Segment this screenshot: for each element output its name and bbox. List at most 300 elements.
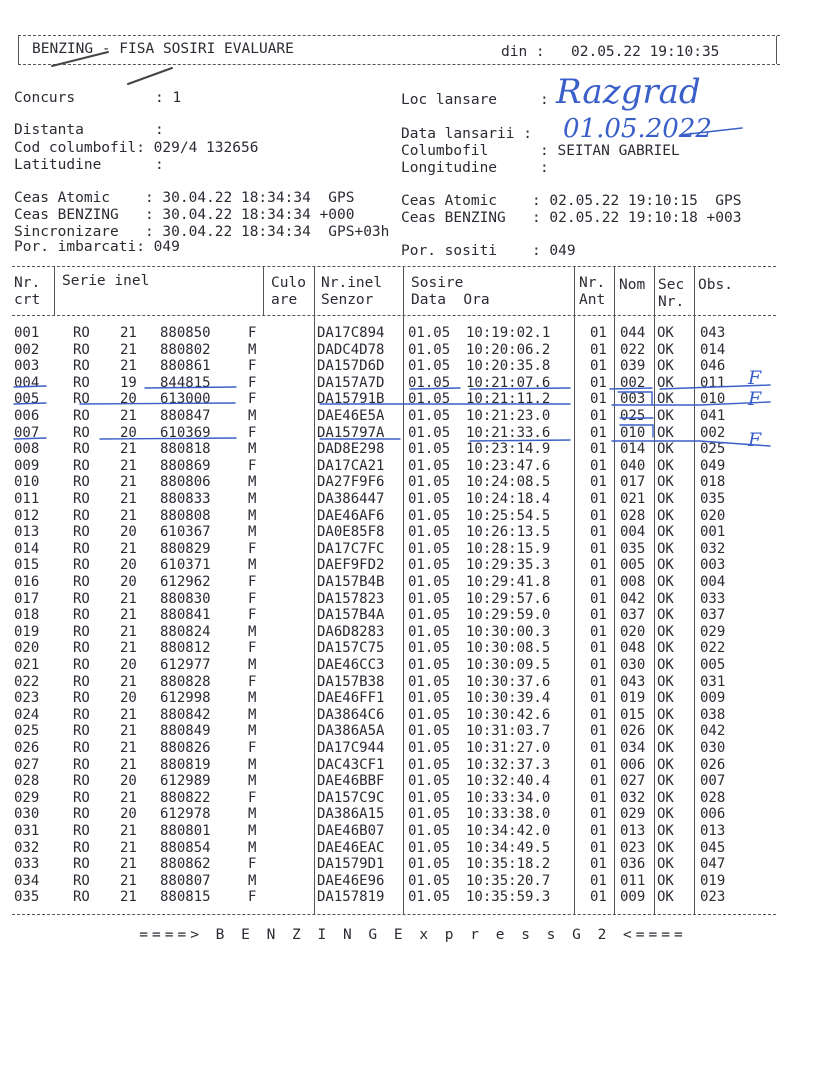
- table-row: [0, 591, 826, 608]
- cell-sex: F: [248, 789, 257, 806]
- cell-obs: 031: [700, 673, 726, 690]
- cell-time: 10:33:34.0: [466, 789, 551, 806]
- cell-sex: M: [248, 341, 257, 358]
- cell-nom: 020: [620, 623, 646, 640]
- cell-ring-number: 880847: [160, 408, 211, 424]
- latitudine-value: :: [155, 157, 164, 173]
- cell-nom: 037: [620, 607, 646, 624]
- cell-ring-number: 612977: [160, 657, 211, 673]
- cell-time: 10:32:37.3: [466, 756, 551, 773]
- cell-nom: 039: [620, 358, 646, 375]
- cell-nr-ant: 01: [590, 607, 607, 624]
- cell-obs: 023: [700, 889, 726, 906]
- cell-nom: 002: [620, 374, 646, 391]
- porumbei-imbarcati: Por. imbarcati: 049: [14, 239, 180, 255]
- cell-nom: 021: [620, 491, 646, 507]
- cell-sex: M: [248, 524, 257, 541]
- cell-nr-crt: 035: [14, 889, 40, 906]
- cell-year: 21: [120, 507, 137, 524]
- cell-year: 21: [120, 590, 137, 607]
- cell-nr-crt: 005: [14, 391, 40, 408]
- cell-year: 21: [120, 789, 137, 806]
- cell-sec: OK: [657, 723, 674, 740]
- cell-country: RO: [73, 889, 90, 906]
- cell-year: 21: [120, 856, 137, 873]
- cell-date: 01.05: [408, 839, 451, 856]
- cell-country: RO: [73, 358, 90, 375]
- cell-nr-ant: 01: [590, 690, 607, 707]
- cell-sex: M: [248, 657, 257, 673]
- cell-nr-ant: 01: [590, 408, 607, 424]
- cell-year: 21: [120, 408, 137, 424]
- col-header-text: Ant: [579, 292, 606, 308]
- cell-date: 01.05: [408, 889, 451, 906]
- cell-nr-crt: 025: [14, 723, 40, 740]
- cell-date: 01.05: [408, 408, 451, 424]
- latitudine-label: Latitudine: [14, 157, 102, 173]
- cell-country: RO: [73, 424, 90, 441]
- cell-sec: OK: [657, 789, 674, 806]
- cell-nr-crt: 019: [14, 623, 40, 640]
- table-row: [0, 873, 826, 890]
- cell-ring-number: 880850: [160, 325, 211, 341]
- cell-ring-number: 880806: [160, 474, 211, 491]
- data-lansarii-label: Data lansarii :: [401, 126, 532, 142]
- cell-country: RO: [73, 607, 90, 624]
- cell-year: 21: [120, 325, 137, 341]
- cell-sex: M: [248, 557, 257, 574]
- cell-sensor-ring: DA157B4A: [317, 607, 385, 624]
- cell-year: 21: [120, 889, 137, 906]
- table-row: [0, 358, 826, 375]
- cell-sec: OK: [657, 424, 674, 441]
- header-bottom-border: [18, 64, 780, 65]
- cell-sensor-ring: DA157C75: [317, 640, 385, 657]
- cell-sensor-ring: DA386447: [317, 491, 385, 507]
- cell-nr-crt: 021: [14, 657, 40, 673]
- cell-ring-number: 610367: [160, 524, 211, 541]
- cell-nr-ant: 01: [590, 391, 607, 408]
- col-header-text: are: [271, 292, 298, 308]
- cell-sensor-ring: DAE46BBF: [317, 773, 385, 790]
- table-row: [0, 790, 826, 807]
- cell-sec: OK: [657, 441, 674, 458]
- cell-sex: M: [248, 491, 257, 507]
- cell-year: 21: [120, 756, 137, 773]
- col-header-text: Sec: [658, 277, 685, 293]
- cell-sec: OK: [657, 325, 674, 341]
- cell-time: 10:21:11.2: [466, 391, 551, 408]
- cell-sex: M: [248, 706, 257, 723]
- table-row: [0, 574, 826, 591]
- cell-country: RO: [73, 391, 90, 408]
- cell-year: 21: [120, 358, 137, 375]
- table-row: [0, 441, 826, 458]
- cell-date: 01.05: [408, 806, 451, 823]
- cell-obs: 047: [700, 856, 726, 873]
- cell-obs: 041: [700, 408, 726, 424]
- cell-nr-crt: 032: [14, 839, 40, 856]
- cell-sex: M: [248, 839, 257, 856]
- cell-sex: M: [248, 690, 257, 707]
- cell-time: 10:35:59.3: [466, 889, 551, 906]
- cell-sec: OK: [657, 623, 674, 640]
- cell-nom: 025: [620, 408, 646, 424]
- cell-time: 10:23:47.6: [466, 457, 551, 474]
- cell-obs: 029: [700, 623, 726, 640]
- cell-year: 21: [120, 839, 137, 856]
- cell-sec: OK: [657, 756, 674, 773]
- cell-country: RO: [73, 673, 90, 690]
- longitudine-value: :: [540, 160, 549, 176]
- report-date-value: 02.05.22 19:10:35: [571, 44, 720, 60]
- cell-country: RO: [73, 474, 90, 491]
- cell-year: 21: [120, 441, 137, 458]
- cell-nr-crt: 002: [14, 341, 40, 358]
- cell-nr-ant: 01: [590, 374, 607, 391]
- table-row: [0, 707, 826, 724]
- cell-nom: 048: [620, 640, 646, 657]
- report-date-label: din :: [501, 44, 545, 60]
- cell-date: 01.05: [408, 690, 451, 707]
- cell-nr-crt: 028: [14, 773, 40, 790]
- cell-ring-number: 880807: [160, 872, 211, 889]
- cell-date: 01.05: [408, 623, 451, 640]
- cell-sex: F: [248, 640, 257, 657]
- cell-sec: OK: [657, 823, 674, 839]
- cell-sec: OK: [657, 474, 674, 491]
- cell-sec: OK: [657, 374, 674, 391]
- cell-ring-number: 880801: [160, 823, 211, 839]
- cell-obs: 011: [700, 374, 726, 391]
- cell-sex: M: [248, 507, 257, 524]
- cell-nom: 042: [620, 590, 646, 607]
- cell-date: 01.05: [408, 524, 451, 541]
- cell-nr-crt: 006: [14, 408, 40, 424]
- cell-year: 21: [120, 673, 137, 690]
- cell-ring-number: 880841: [160, 607, 211, 624]
- cell-sex: F: [248, 607, 257, 624]
- cell-ring-number: 880828: [160, 673, 211, 690]
- cell-ring-number: 612962: [160, 574, 211, 590]
- cell-nr-ant: 01: [590, 474, 607, 491]
- cell-time: 10:34:42.0: [466, 823, 551, 839]
- concurs-label: Concurs: [14, 90, 76, 106]
- col-header-text: Sosire: [411, 275, 464, 291]
- cell-year: 20: [120, 690, 137, 707]
- cell-nr-ant: 01: [590, 491, 607, 507]
- cell-year: 21: [120, 872, 137, 889]
- cell-date: 01.05: [408, 872, 451, 889]
- cell-country: RO: [73, 756, 90, 773]
- cell-sex: F: [248, 325, 257, 341]
- cell-nr-ant: 01: [590, 623, 607, 640]
- col-header-text: Data Ora: [411, 292, 490, 308]
- cell-sec: OK: [657, 408, 674, 424]
- cell-nom: 028: [620, 507, 646, 524]
- cell-sensor-ring: DA17C944: [317, 740, 385, 756]
- cell-nom: 027: [620, 773, 646, 790]
- cell-country: RO: [73, 457, 90, 474]
- cell-nr-crt: 012: [14, 507, 40, 524]
- cell-year: 20: [120, 391, 137, 408]
- cell-sex: M: [248, 474, 257, 491]
- cell-sec: OK: [657, 358, 674, 375]
- cell-nom: 011: [620, 872, 646, 889]
- cell-sensor-ring: DAE46E96: [317, 872, 385, 889]
- cell-ring-number: 880818: [160, 441, 211, 458]
- cell-sensor-ring: DA3864C6: [317, 706, 385, 723]
- table-row: [0, 557, 826, 574]
- cell-sex: M: [248, 823, 257, 839]
- cell-date: 01.05: [408, 507, 451, 524]
- cell-time: 10:24:08.5: [466, 474, 551, 491]
- cell-sensor-ring: DA27F9F6: [317, 474, 385, 491]
- cell-sensor-ring: DA0E85F8: [317, 524, 385, 541]
- cell-country: RO: [73, 623, 90, 640]
- cell-nom: 034: [620, 740, 646, 756]
- ceas-benzing-end: Ceas BENZING : 02.05.22 19:10:18 +003: [401, 210, 742, 226]
- cell-ring-number: 880869: [160, 457, 211, 474]
- cell-nr-ant: 01: [590, 723, 607, 740]
- cell-date: 01.05: [408, 474, 451, 491]
- cell-time: 10:35:18.2: [466, 856, 551, 873]
- header-top-border: [18, 35, 780, 36]
- cell-sec: OK: [657, 856, 674, 873]
- table-row: [0, 491, 826, 508]
- cell-date: 01.05: [408, 457, 451, 474]
- columbofil-label: Columbofil: [401, 143, 489, 159]
- cell-time: 10:19:02.1: [466, 325, 551, 341]
- cell-obs: 045: [700, 839, 726, 856]
- cell-time: 10:21:07.6: [466, 374, 551, 391]
- cell-country: RO: [73, 374, 90, 391]
- cell-sec: OK: [657, 690, 674, 707]
- cell-obs: 004: [700, 574, 726, 590]
- cell-nr-ant: 01: [590, 574, 607, 590]
- col-header-nr-crt: [14, 275, 40, 309]
- cell-sex: F: [248, 424, 257, 441]
- cell-nr-ant: 01: [590, 872, 607, 889]
- col-header-text: crt: [14, 292, 41, 308]
- cell-ring-number: 880822: [160, 789, 211, 806]
- cell-time: 10:33:38.0: [466, 806, 551, 823]
- cell-sec: OK: [657, 607, 674, 624]
- cell-ring-number: 880815: [160, 889, 211, 906]
- cell-date: 01.05: [408, 657, 451, 673]
- cell-sec: OK: [657, 706, 674, 723]
- cell-sensor-ring: DA157D6D: [317, 358, 385, 375]
- col-header-text: Nr.: [579, 275, 606, 291]
- cell-ring-number: 880849: [160, 723, 211, 740]
- cell-country: RO: [73, 823, 90, 839]
- table-row: [0, 640, 826, 657]
- cell-sensor-ring: DA157B4B: [317, 574, 385, 590]
- cell-date: 01.05: [408, 540, 451, 557]
- cell-sec: OK: [657, 889, 674, 906]
- columbofil-value: : SEITAN GABRIEL: [540, 143, 680, 159]
- cell-ring-number: 613000: [160, 391, 211, 408]
- table-row: [0, 325, 826, 342]
- cell-nr-ant: 01: [590, 424, 607, 441]
- cell-time: 10:30:09.5: [466, 657, 551, 673]
- table-row: [0, 757, 826, 774]
- cell-obs: 006: [700, 806, 726, 823]
- cell-nom: 040: [620, 457, 646, 474]
- cell-date: 01.05: [408, 856, 451, 873]
- cell-year: 21: [120, 607, 137, 624]
- cell-date: 01.05: [408, 789, 451, 806]
- cell-ring-number: 610371: [160, 557, 211, 574]
- cell-sensor-ring: DAEF9FD2: [317, 557, 385, 574]
- cell-nom: 029: [620, 806, 646, 823]
- table-row: [0, 508, 826, 525]
- cell-nom: 008: [620, 574, 646, 590]
- cell-country: RO: [73, 657, 90, 673]
- table-row: [0, 375, 826, 392]
- cell-year: 21: [120, 491, 137, 507]
- cell-year: 21: [120, 723, 137, 740]
- cell-time: 10:21:33.6: [466, 424, 551, 441]
- cell-sex: F: [248, 540, 257, 557]
- cell-nom: 023: [620, 839, 646, 856]
- cell-sex: M: [248, 872, 257, 889]
- cell-sensor-ring: DA15797A: [317, 424, 385, 441]
- cell-time: 10:30:42.6: [466, 706, 551, 723]
- cell-time: 10:29:57.6: [466, 590, 551, 607]
- header-right-border: [776, 36, 777, 64]
- cell-nr-ant: 01: [590, 673, 607, 690]
- cell-sensor-ring: DA15791B: [317, 391, 385, 408]
- cell-nom: 043: [620, 673, 646, 690]
- cell-sex: M: [248, 806, 257, 823]
- cell-sex: F: [248, 457, 257, 474]
- cell-date: 01.05: [408, 607, 451, 624]
- cell-obs: 035: [700, 491, 726, 507]
- cell-sex: F: [248, 856, 257, 873]
- cell-nr-ant: 01: [590, 823, 607, 839]
- cell-nr-crt: 013: [14, 524, 40, 541]
- cell-sex: M: [248, 756, 257, 773]
- ceas-atomic-end: Ceas Atomic : 02.05.22 19:10:15 GPS: [401, 193, 742, 209]
- cell-obs: 020: [700, 507, 726, 524]
- cell-date: 01.05: [408, 756, 451, 773]
- cell-nr-ant: 01: [590, 889, 607, 906]
- table-row: [0, 458, 826, 475]
- cell-nr-crt: 004: [14, 374, 40, 391]
- cell-sex: M: [248, 441, 257, 458]
- cell-country: RO: [73, 690, 90, 707]
- cell-country: RO: [73, 441, 90, 458]
- cell-sensor-ring: DAE46CC3: [317, 657, 385, 673]
- cell-nr-crt: 011: [14, 491, 40, 507]
- cell-time: 10:30:39.4: [466, 690, 551, 707]
- cell-sex: F: [248, 391, 257, 408]
- col-header-nr-ant: [579, 275, 605, 309]
- cell-sec: OK: [657, 341, 674, 358]
- table-row: [0, 889, 826, 906]
- cell-year: 20: [120, 773, 137, 790]
- cell-date: 01.05: [408, 424, 451, 441]
- cell-sec: OK: [657, 507, 674, 524]
- col-header-sec: [658, 277, 684, 311]
- cell-ring-number: 880861: [160, 358, 211, 375]
- cell-sex: F: [248, 574, 257, 590]
- cell-obs: 043: [700, 325, 726, 341]
- cell-country: RO: [73, 590, 90, 607]
- cell-country: RO: [73, 872, 90, 889]
- table-row: [0, 541, 826, 558]
- cell-year: 19: [120, 374, 137, 391]
- cell-date: 01.05: [408, 441, 451, 458]
- cell-obs: 033: [700, 590, 726, 607]
- table-row: [0, 856, 826, 873]
- cell-date: 01.05: [408, 823, 451, 839]
- cell-nr-crt: 007: [14, 424, 40, 441]
- cell-obs: 032: [700, 540, 726, 557]
- cell-nom: 017: [620, 474, 646, 491]
- cell-sensor-ring: DA6D8283: [317, 623, 385, 640]
- handwritten-mark: F: [748, 367, 762, 389]
- cell-country: RO: [73, 507, 90, 524]
- cell-sex: F: [248, 374, 257, 391]
- cell-ring-number: 612998: [160, 690, 211, 707]
- cell-nr-ant: 01: [590, 740, 607, 756]
- cell-ring-number: 610369: [160, 424, 211, 441]
- cell-date: 01.05: [408, 325, 451, 341]
- cell-nr-crt: 022: [14, 673, 40, 690]
- cell-ring-number: 880824: [160, 623, 211, 640]
- col-header-nom: Nom: [619, 277, 646, 293]
- table-row: [0, 823, 826, 840]
- cell-country: RO: [73, 341, 90, 358]
- cell-sec: OK: [657, 640, 674, 657]
- cell-nr-crt: 018: [14, 607, 40, 624]
- cell-ring-number: 880829: [160, 540, 211, 557]
- loc-lansare-label: Loc lansare: [401, 92, 498, 108]
- sincronizare: Sincronizare : 30.04.22 18:34:34 GPS+03h: [14, 224, 390, 240]
- cell-time: 10:30:08.5: [466, 640, 551, 657]
- cell-nr-crt: 033: [14, 856, 40, 873]
- cell-time: 10:20:06.2: [466, 341, 551, 358]
- cell-sex: F: [248, 590, 257, 607]
- cell-obs: 018: [700, 474, 726, 491]
- cell-sec: OK: [657, 773, 674, 790]
- cell-ring-number: 880833: [160, 491, 211, 507]
- table-bottom-border: [12, 914, 776, 915]
- cell-ring-number: 880812: [160, 640, 211, 657]
- table-row: [0, 391, 826, 408]
- cell-sec: OK: [657, 806, 674, 823]
- cell-sensor-ring: DAE46EAC: [317, 839, 385, 856]
- cell-nr-crt: 008: [14, 441, 40, 458]
- cell-obs: 026: [700, 756, 726, 773]
- cell-date: 01.05: [408, 740, 451, 756]
- cell-date: 01.05: [408, 574, 451, 590]
- cell-obs: 005: [700, 657, 726, 673]
- cell-nr-crt: 029: [14, 789, 40, 806]
- cell-time: 10:31:03.7: [466, 723, 551, 740]
- cell-nom: 026: [620, 723, 646, 740]
- cell-nr-ant: 01: [590, 325, 607, 341]
- cell-nom: 032: [620, 789, 646, 806]
- cell-obs: 013: [700, 823, 726, 839]
- cell-ring-number: 880842: [160, 706, 211, 723]
- cell-time: 10:29:41.8: [466, 574, 551, 590]
- cell-sensor-ring: DA157819: [317, 889, 385, 906]
- cell-sensor-ring: DA157A7D: [317, 374, 385, 391]
- cell-obs: 010: [700, 391, 726, 408]
